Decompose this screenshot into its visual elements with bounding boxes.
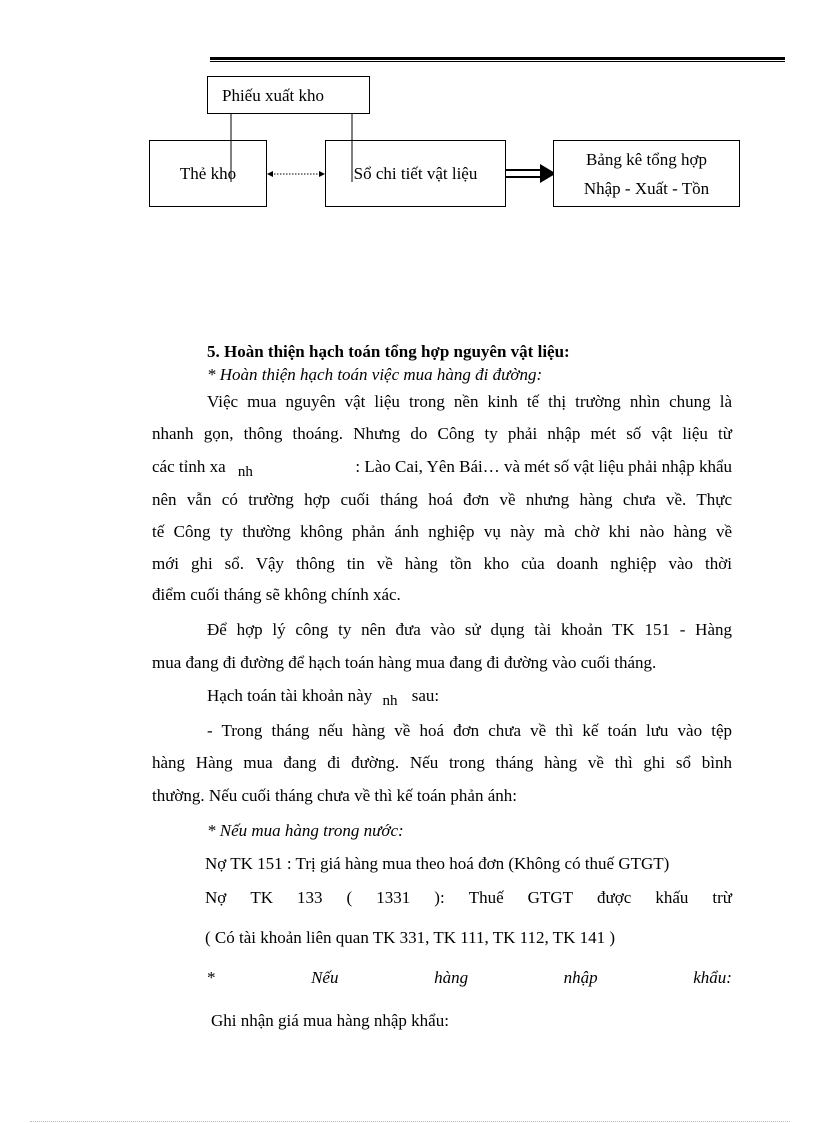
p1-line4: nên vẫn có trường hợp cuối tháng hoá đơn về nhưng hàng chưa về. Thực: [152, 490, 732, 509]
p2-line1: Để hợp lý công ty nên đưa vào sử dụng tài khoản TK 151 - Hàng: [207, 620, 732, 639]
p4-line3: thường. Nếu cuối tháng chưa về thì kế toán phản ánh:: [152, 786, 517, 805]
entry2-w2: 133: [297, 888, 323, 907]
entry2-w1: TK: [250, 888, 273, 907]
box-so-chi-tiet-label: Sổ chi tiết vật liệu: [353, 164, 478, 183]
p3-line: [207, 683, 439, 710]
box-the-kho-label: Thẻ kho: [179, 164, 237, 183]
case-import: [207, 965, 732, 991]
p4-line1: - Trong tháng nếu hàng về hoá đơn chưa về thì kế toán lưu vào tệp: [207, 721, 732, 740]
case-import-w4: khẩu:: [693, 968, 732, 987]
p2-line2: mua đang đi đường để hạch toán hàng mua đang đi đường vào cuối tháng.: [152, 653, 657, 672]
case-import-w3: nhập: [563, 968, 598, 987]
entry3: ( Có tài khoản liên quan TK 331, TK 111, TK 112, TK 141 ): [205, 928, 616, 947]
p1-line3-b: : Lào Cai, Yên Bái… và mét số vật liệu phải nhập khẩu: [355, 457, 732, 476]
p1-line6: mới ghi sổ. Vậy thông tin về hàng tồn kho của doanh nghiệp vào thời: [152, 554, 732, 573]
p4-line2: hàng Hàng mua đang đi đường. Nếu trong tháng hàng về thì ghi sổ bình: [152, 753, 732, 772]
p3-a: Hạch toán tài khoản này: [207, 686, 373, 705]
box-phieu-xuat-kho: [207, 76, 370, 114]
box-bang-ke: [553, 140, 740, 207]
case-import-w1: Nếu: [311, 968, 339, 987]
p1-line7: điểm cuối tháng sẽ không chính xác.: [152, 585, 401, 604]
p1-line3-sub: nh: [237, 464, 253, 480]
entry2: [205, 885, 732, 911]
section-heading: 5. Hoàn thiện hạch toán tổng hợp nguyên vật liệu:: [207, 342, 570, 361]
p1-line3: [152, 454, 732, 481]
case-import-w2: hàng: [434, 968, 469, 987]
case-domestic: * Nếu mua hàng trong nước:: [207, 821, 404, 840]
p3-b: sau:: [411, 686, 440, 705]
entry2-w3: (: [346, 888, 353, 907]
entry2-w7: GTGT: [527, 888, 573, 907]
p1-line3-a: các tỉnh xa: [152, 457, 226, 476]
section-subheading: * Hoàn thiện hạch toán việc mua hàng đi đường:: [207, 365, 543, 384]
box-so-chi-tiet: [325, 140, 506, 207]
entry2-w4: 1331: [376, 888, 411, 907]
entry1: [205, 851, 732, 877]
p1-line5: tế Công ty thường không phản ánh nghiệp vụ này mà chờ khi nào hàng về: [152, 522, 732, 541]
bottom-rule: [30, 1121, 790, 1122]
entry1-text: Nợ TK 151 : Trị giá hàng mua theo hoá đơn (Không có thuế GTGT): [205, 854, 670, 873]
entry2-w5: ):: [434, 888, 445, 907]
p3-sub: nh: [382, 693, 398, 709]
entry2-w10: trừ: [712, 888, 732, 907]
entry2-w8: được: [597, 888, 632, 907]
entry2-w9: khấu: [655, 888, 689, 907]
entry2-w6: Thuế: [468, 888, 504, 907]
p1-line2: nhanh gọn, thông thoáng. Nhưng do Công ty phải nhập mét số vật liệu từ: [152, 424, 732, 443]
case-import-w0: *: [207, 968, 216, 987]
entry2-w0: Nợ: [205, 888, 227, 907]
p1-line1: Việc mua nguyên vật liệu trong nền kinh tế thị trường nhìn chung là: [207, 392, 732, 411]
entry4: Ghi nhận giá mua hàng nhập khẩu:: [211, 1011, 449, 1030]
box-phieu-label: Phiếu xuất kho: [222, 85, 324, 105]
box-bang-ke-line2: Nhập - Xuất - Tồn: [583, 178, 710, 198]
box-the-kho: [149, 140, 267, 207]
box-bang-ke-line1: Bảng kê tổng hợp: [586, 149, 707, 169]
